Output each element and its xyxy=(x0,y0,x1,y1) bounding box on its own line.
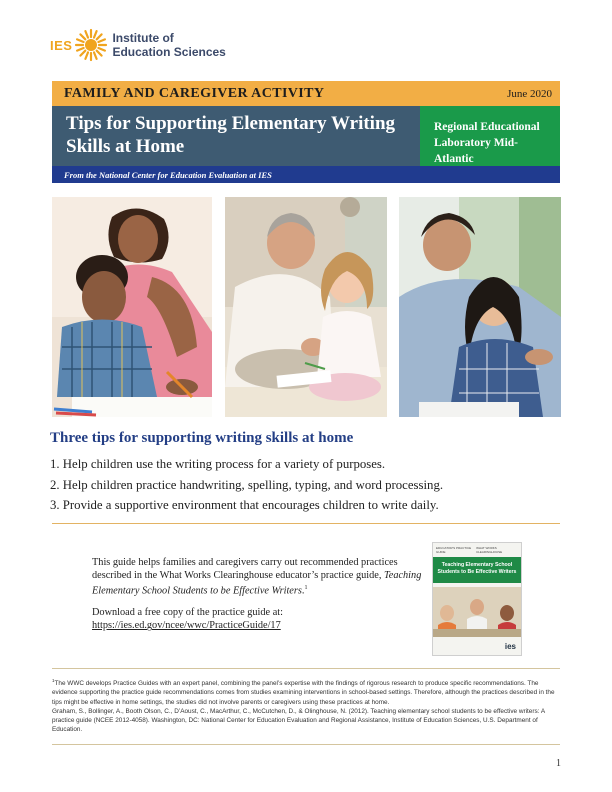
footnote-divider xyxy=(52,668,560,669)
guide-title: Teaching Elementary School Students to be Effective Writers xyxy=(92,570,422,597)
publication-date: June 2020 xyxy=(507,87,552,100)
category-bar xyxy=(52,81,560,106)
source-text: From the National Center for Education Evaluation at IES xyxy=(64,169,272,180)
page-title-line2: Skills at Home xyxy=(66,136,185,157)
page-number: 1 xyxy=(556,758,561,769)
book-logo: ies xyxy=(504,642,516,651)
lab-line2: Laboratory Mid-Atlantic xyxy=(434,137,519,165)
tips-heading: Three tips for supporting writing skills at home xyxy=(50,430,354,446)
guide-title-end: . xyxy=(301,585,305,597)
category-label: FAMILY AND CAREGIVER ACTIVITY xyxy=(64,85,325,101)
book-header xyxy=(433,543,521,554)
section-divider xyxy=(52,523,560,524)
tip-item-2: 2. Help children practice handwriting, spelling, typing, and word processing. xyxy=(50,477,444,492)
guide-info xyxy=(92,556,422,632)
lab-line1: Regional Educational xyxy=(434,121,540,133)
institute-name xyxy=(112,31,225,59)
practice-guide-link[interactable]: https://ies.ed.gov/ncee/wwc/PracticeGuide/17 xyxy=(92,620,281,632)
tip-item-1: 1. Help children use the writing process for a variety of purposes. xyxy=(50,457,386,471)
download-text: Download a free copy of the practice guide at: xyxy=(92,607,283,619)
title-box xyxy=(52,106,420,166)
practice-guide-cover xyxy=(432,542,522,656)
grandfather-girl-drawing-photo xyxy=(225,197,387,417)
guide-description xyxy=(92,556,422,597)
mother-son-writing-photo xyxy=(52,197,212,417)
book-title: Teaching Elementary School Students to Be Effective Writers xyxy=(433,557,521,583)
father-daughter-computer-photo xyxy=(399,197,561,417)
tip-item-3: 3. Provide a supportive environment that encourages children to write daily. xyxy=(50,498,439,512)
ies-logo xyxy=(50,28,226,62)
footnote-1 xyxy=(52,676,562,707)
footnote-1-text: The WWC develops Practice Guides with an expert panel, combining the panel’s expertise with the findings of rigorous research to produce specific recommendations. The evidence supporting the practice guide recommendations comes from studies examining interventions in school-based settings. Therefore, although the practices described in the tips might be effective in home settings, the studies did not involve parents or caregivers using these practices at home. xyxy=(52,680,555,706)
sun-icon xyxy=(74,28,108,62)
guide-text: This guide helps families and caregivers carry out recommended practices described in the What Works Clearinghouse educator’s practice guide, xyxy=(92,557,398,581)
book-cover-photo xyxy=(433,587,521,637)
page-title-line1: Tips for Supporting Elementary Writing xyxy=(66,113,396,134)
footnotes xyxy=(52,676,562,734)
book-header-right: WHAT WORKS CLEARINGHOUSE xyxy=(476,546,503,554)
bottom-divider xyxy=(52,744,560,745)
book-header-left: EDUCATOR'S PRACTICE GUIDE xyxy=(436,546,472,554)
footnote-mark: 1 xyxy=(52,678,55,683)
footnote-ref: 1 xyxy=(304,585,308,591)
ies-abbrev: IES xyxy=(50,37,73,53)
citation: Graham, S., Bollinger, A., Booth Olson, C., D’Aoust, C., MacArthur, C., McCutchen, D., & Olinghouse, N. (2012). Teaching elementary school students to be effective writers: A practice guide (NCEE 2012-4058). Washington, DC: National Center for Education Evaluation and Regional Assistance, Institute of Education Sciences, U.S. Department of Education. xyxy=(52,707,545,734)
source-bar xyxy=(52,166,560,183)
institute-line2: Education Sciences xyxy=(112,45,226,59)
institute-line1: Institute of xyxy=(112,31,174,45)
lab-box xyxy=(420,106,560,166)
tips-list xyxy=(50,454,443,516)
